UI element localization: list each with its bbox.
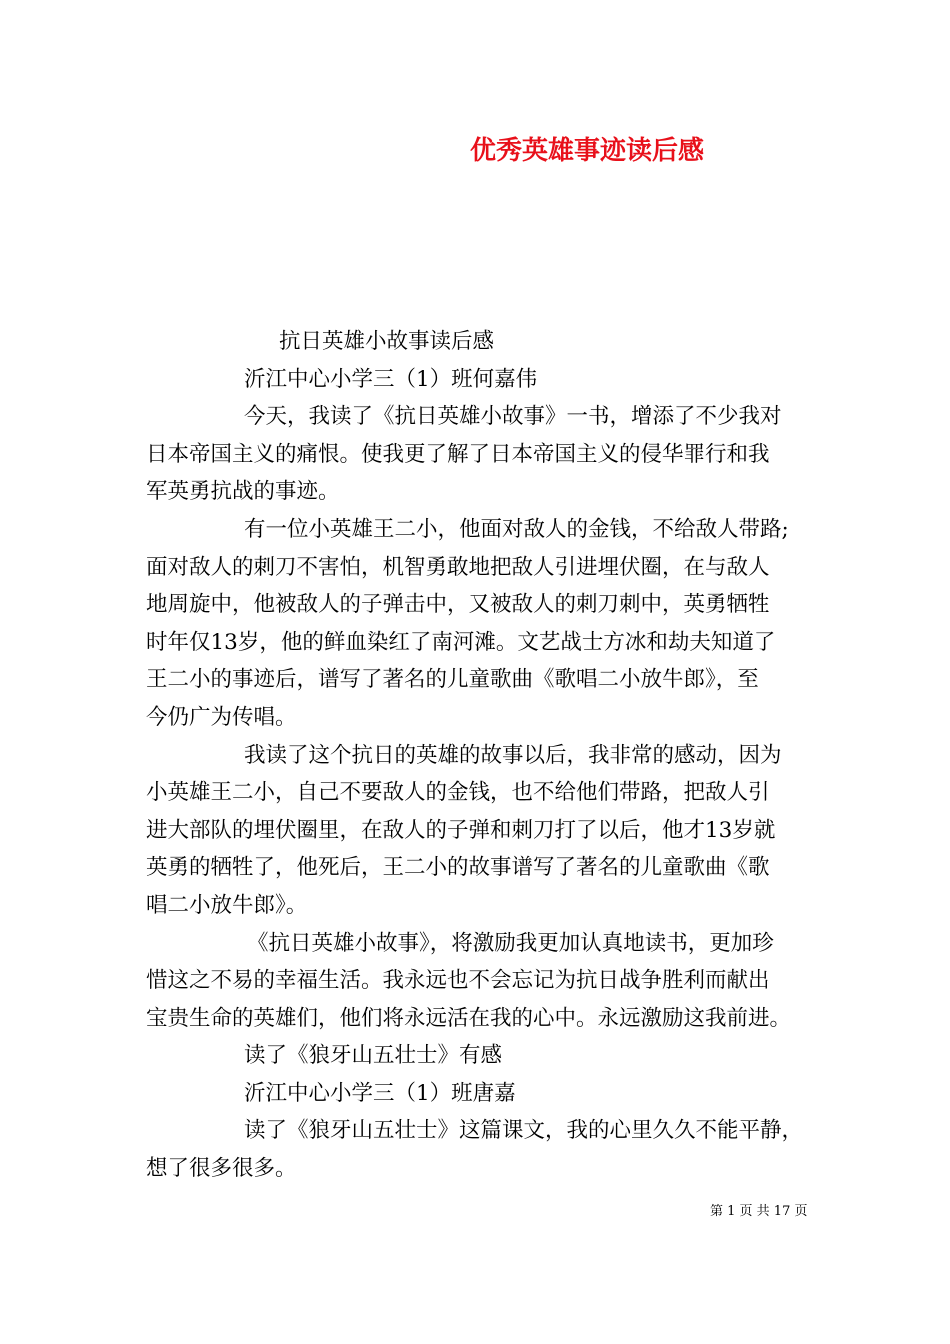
- paragraph-line: 今天，我读了《抗日英雄小故事》一书，增添了不少我对: [244, 404, 782, 430]
- paragraph-line: 时年仅13岁，他的鲜血染红了南河滩。文艺战士方冰和劫夫知道了: [146, 629, 776, 655]
- paragraph-line: 想了很多很多。: [146, 1156, 297, 1182]
- paragraph-line: 王二小的事迹后，谱写了著名的儿童歌曲《歌唱二小放牛郎》，至: [146, 667, 759, 693]
- author-line-1: 沂江中心小学三（1）班何嘉伟: [244, 366, 538, 392]
- author-line-2: 沂江中心小学三（1）班唐嘉: [244, 1080, 516, 1106]
- paragraph-line: 日本帝国主义的痛恨。使我更了解了日本帝国主义的侵华罪行和我: [146, 441, 770, 467]
- paragraph-line: 军英勇抗战的事迹。: [146, 479, 340, 505]
- paragraph-line: 面对敌人的刺刀不害怕，机智勇敢地把敌人引进埋伏圈，在与敌人: [146, 554, 770, 580]
- paragraph-line: 惜这之不易的幸福生活。我永远也不会忘记为抗日战争胜利而献出: [146, 968, 770, 994]
- document-body: [146, 323, 810, 1188]
- essay-heading-2: 读了《狼牙山五壮士》有感: [244, 1043, 503, 1069]
- paragraph-line: 地周旋中，他被敌人的子弹击中，又被敌人的刺刀刺中，英勇牺牲: [146, 592, 770, 618]
- paragraph-line: 宝贵生命的英雄们，他们将永远活在我的心中。永远激励这我前进。: [146, 1005, 792, 1031]
- paragraph-line: 进大部队的埋伏圈里，在敌人的子弹和刺刀打了以后，他才13岁就: [146, 817, 776, 843]
- document-title: 优秀英雄事迹读后感: [470, 136, 705, 166]
- paragraph-line: 唱二小放牛郎》。: [146, 892, 308, 918]
- paragraph-line: 读了《狼牙山五壮士》这篇课文，我的心里久久不能平静，: [244, 1118, 804, 1144]
- page-number-footer: 第 1 页 共 17 页: [710, 1204, 808, 1219]
- paragraph-line: 我读了这个抗日的英雄的故事以后，我非常的感动，因为: [244, 742, 782, 768]
- paragraph-line: 有一位小英雄王二小，他面对敌人的金钱，不给敌人带路;: [244, 516, 789, 542]
- paragraph-line: 《抗日英雄小故事》，将激励我更加认真地读书，更加珍: [247, 930, 774, 956]
- essay-heading-1: 抗日英雄小故事读后感: [279, 329, 495, 354]
- paragraph-line: 今仍广为传唱。: [146, 704, 297, 730]
- paragraph-line: 小英雄王二小，自己不要敌人的金钱，也不给他们带路，把敌人引: [146, 780, 770, 806]
- paragraph-line: 英勇的牺牲了，他死后，王二小的故事谱写了著名的儿童歌曲《歌: [146, 855, 770, 881]
